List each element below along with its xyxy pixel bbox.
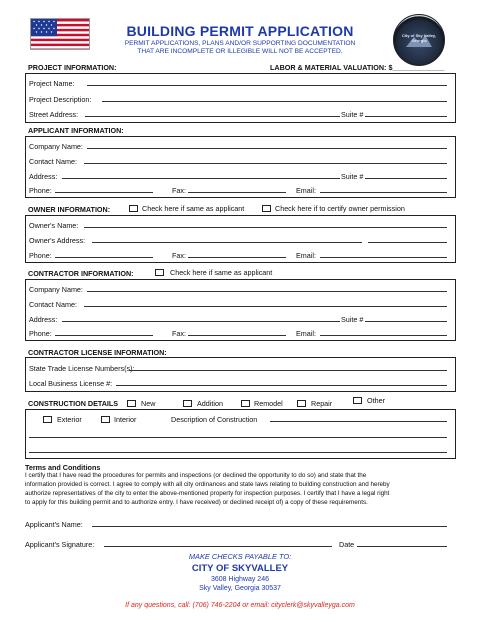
applicant-contact-input[interactable] — [84, 157, 447, 164]
addition-label: Addition — [197, 399, 223, 408]
contractor-suite-input[interactable] — [365, 315, 447, 322]
applicant-phone-label: Phone: — [29, 186, 52, 195]
repair-checkbox[interactable] — [297, 400, 306, 407]
date-label: Date — [339, 540, 355, 549]
footer-address-line-1: 3608 Highway 246 — [211, 576, 269, 583]
owner-fax-input[interactable] — [188, 251, 286, 258]
applicant-email-label: Email: — [296, 186, 316, 195]
applicant-company-input[interactable] — [87, 142, 447, 149]
owner-address-input[interactable] — [92, 236, 362, 243]
exterior-checkbox[interactable] — [43, 416, 52, 423]
local-license-label: Local Business License #: — [29, 379, 113, 388]
remodel-checkbox[interactable] — [241, 400, 250, 407]
applicant-signature-label: Applicant's Signature: — [25, 540, 95, 549]
contractor-suite-label: Suite # — [341, 315, 364, 324]
remodel-label: Remodel — [254, 399, 283, 408]
contractor-same-as-applicant-checkbox[interactable] — [155, 269, 164, 276]
contractor-info-heading: CONTRACTOR INFORMATION: — [28, 269, 134, 278]
terms-line-1: I certify that I have read the procedures for permits and inspections (or declined the opportunity to do so) and state that the — [25, 472, 367, 479]
state-license-input[interactable] — [129, 364, 447, 371]
applicant-fax-input[interactable] — [188, 186, 286, 193]
owner-fax-label: Fax: — [172, 251, 186, 260]
construction-description-line-3[interactable] — [29, 446, 447, 453]
contractor-phone-input[interactable] — [55, 329, 153, 336]
new-checkbox[interactable] — [127, 400, 136, 407]
contractor-company-input[interactable] — [87, 285, 447, 292]
owner-address-label: Owner's Address: — [29, 236, 86, 245]
footer-address-line-2: Sky Valley, Georgia 30537 — [199, 585, 281, 592]
owner-same-as-applicant-label: Check here if same as applicant — [142, 204, 245, 213]
project-suite-input[interactable] — [365, 110, 447, 117]
contractor-email-label: Email: — [296, 329, 316, 338]
construction-description-label: Description of Construction — [171, 415, 258, 424]
project-info-heading: PROJECT INFORMATION: — [28, 63, 117, 72]
applicant-email-input[interactable] — [320, 186, 447, 193]
applicant-info-heading: APPLICANT INFORMATION: — [28, 126, 124, 135]
project-name-input[interactable] — [87, 79, 447, 86]
contractor-contact-input[interactable] — [84, 300, 447, 307]
valuation-field[interactable]: LABOR & MATERIAL VALUATION: $_____________ — [270, 63, 445, 72]
interior-label: Interior — [114, 415, 137, 424]
contractor-address-label: Address: — [29, 315, 58, 324]
applicant-suite-input[interactable] — [365, 172, 447, 179]
city-name: CITY OF SKYVALLEY — [191, 563, 289, 574]
applicant-contact-label: Contact Name: — [29, 157, 77, 166]
owner-certify-label: Check here if to certify owner permission — [275, 204, 405, 213]
contractor-company-label: Company Name: — [29, 285, 83, 294]
license-info-heading: CONTRACTOR LICENSE INFORMATION: — [28, 348, 167, 357]
contractor-email-input[interactable] — [320, 329, 447, 336]
owner-email-label: Email: — [296, 251, 316, 260]
contractor-contact-label: Contact Name: — [29, 300, 77, 309]
city-seal-logo — [393, 14, 445, 66]
terms-line-2: information provided is correct. I agree to comply with all city ordinances and state laws relating to building construction and hereby — [25, 481, 390, 488]
page-title: BUILDING PERMIT APPLICATION — [126, 23, 354, 39]
date-input[interactable] — [357, 540, 447, 547]
owner-same-as-applicant-checkbox[interactable] — [129, 205, 138, 212]
terms-line-4: to apply for this building permit and to authorize entry. I have received) or declined receipt of) a copy of these requirements. — [25, 499, 368, 506]
contact-info[interactable]: If any questions, call: (706) 746-2204 or email: cityclerk@skyvalleyga.com — [125, 602, 355, 609]
seal-text: City of Sky Valley, Georgia — [402, 33, 436, 43]
owner-name-label: Owner's Name: — [29, 221, 79, 230]
owner-email-input[interactable] — [320, 251, 447, 258]
terms-title: Terms and Conditions — [25, 463, 101, 472]
contractor-address-input[interactable] — [62, 315, 340, 322]
state-license-label: State Trade License Numbers(s): — [29, 364, 135, 373]
project-name-label: Project Name: — [29, 79, 75, 88]
addition-checkbox[interactable] — [183, 400, 192, 407]
local-license-input[interactable] — [116, 379, 447, 386]
applicant-address-label: Address: — [29, 172, 58, 181]
owner-phone-label: Phone: — [29, 251, 52, 260]
checks-payable-label: MAKE CHECKS PAYABLE TO: — [188, 552, 292, 561]
owner-info-heading: OWNER INFORMATION: — [28, 205, 111, 214]
applicant-phone-input[interactable] — [55, 186, 153, 193]
applicant-suite-label: Suite # — [341, 172, 364, 181]
contractor-same-as-applicant-label: Check here if same as applicant — [170, 268, 273, 277]
applicant-fax-label: Fax: — [172, 186, 186, 195]
subtitle-line-2: THAT ARE INCOMPLETE OR ILLEGIBLE WILL NOT BE ACCEPTED. — [137, 48, 343, 55]
construction-description-line-2[interactable] — [29, 431, 447, 438]
contractor-fax-label: Fax: — [172, 329, 186, 338]
subtitle-line-1: PERMIT APPLICATIONS, PLANS AND/OR SUPPORTING DOCUMENTATION — [124, 40, 356, 47]
construction-description-input[interactable] — [270, 415, 447, 422]
street-address-label: Street Address: — [29, 110, 79, 119]
applicant-name-input[interactable] — [92, 520, 447, 527]
repair-label: Repair — [311, 399, 333, 408]
owner-address-extra-input[interactable] — [368, 236, 447, 243]
applicant-name-label: Applicant's Name: — [25, 520, 83, 529]
owner-name-input[interactable] — [84, 221, 447, 228]
interior-checkbox[interactable] — [101, 416, 110, 423]
other-label: Other — [367, 396, 385, 405]
contractor-fax-input[interactable] — [188, 329, 286, 336]
applicant-signature-input[interactable] — [104, 540, 332, 547]
street-address-input[interactable] — [85, 110, 340, 117]
new-label: New — [141, 399, 156, 408]
contractor-phone-label: Phone: — [29, 329, 52, 338]
exterior-label: Exterior — [57, 415, 82, 424]
other-checkbox[interactable] — [353, 397, 362, 404]
construction-details-heading: CONSTRUCTION DETAILS — [28, 399, 119, 408]
project-description-label: Project Description: — [29, 95, 92, 104]
owner-phone-input[interactable] — [55, 251, 153, 258]
applicant-address-input[interactable] — [62, 172, 340, 179]
project-suite-label: Suite # — [341, 110, 364, 119]
owner-certify-checkbox[interactable] — [262, 205, 271, 212]
applicant-company-label: Company Name: — [29, 142, 83, 151]
project-description-input[interactable] — [102, 95, 447, 102]
terms-line-3: authorize representatives of the city to enter the above-mentioned property for inspection purposes. I certify that I have a legal right — [25, 490, 390, 497]
